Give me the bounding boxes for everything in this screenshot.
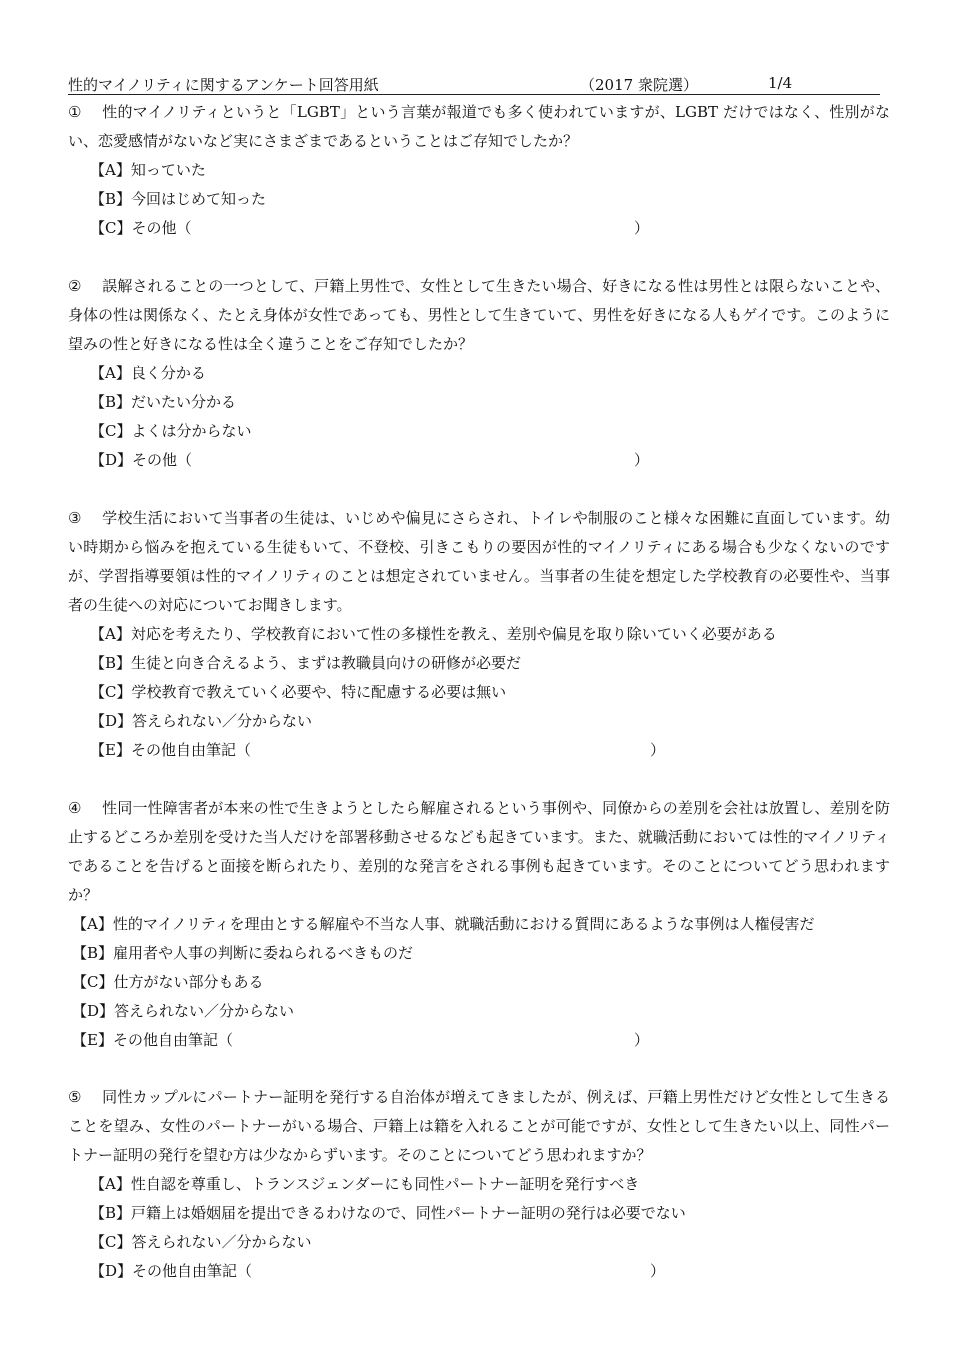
option-b[interactable]: 【B】今回はじめて知った [90,190,267,208]
option-a[interactable]: 【A】性自認を尊重し、トランスジェンダーにも同性パートナー証明を発行すべき [90,1175,640,1193]
question-number: ① [68,103,82,121]
option-b[interactable]: 【B】だいたい分かる [90,393,237,411]
option-c[interactable]: 【C】仕方がない部分もある [72,973,264,991]
option-b[interactable]: 【B】戸籍上は婚姻届を提出できるわけなので、同性パートナー証明の発行は必要でない [90,1204,686,1222]
question-text: ② 誤解されることの一つとして、戸籍上男性で、女性として生きたい場合、好きになる性は男性とは限らないことや、身体の性は関係なく、たとえ身体が女性であっても、男性として生きていて、男性を好きになる人もゲイです。このように望みの性と好きになる性は全く違うことをご存知でしたか？ [68,272,890,359]
option-a[interactable]: 【A】性的マイノリティを理由とする解雇や不当な人事、就職活動における質問にあるような事例は人権侵害だ [72,915,815,933]
option-b[interactable]: 【B】生徒と向き合えるよう、まずは教職員向けの研修が必要だ [90,654,522,672]
option-c[interactable]: 【C】学校教育で教えていく必要や、特に配慮する必要は無い [90,683,507,701]
option-c-other[interactable]: 【C】その他（ ） [90,219,650,237]
option-d[interactable]: 【D】答えられない／分からない [72,1002,295,1020]
question-number: ② [68,277,82,295]
option-d[interactable]: 【D】答えられない／分からない [90,712,313,730]
document-title: 性的マイノリティに関するアンケート回答用紙 [68,76,379,94]
question-number: ④ [68,799,82,817]
question-text: ⑤ 同性カップルにパートナー証明を発行する自治体が増えてきましたが、例えば、戸籍上男性だけど女性として生きることを望み、女性のパートナーがいる場合、戸籍上は籍を入れることが可能ですが、女性として生きたい以上、同性パートナー証明の発行を望む方は少なからずいます。そのことについてどう思われますか？ [68,1083,890,1170]
option-d-free-text[interactable]: 【D】その他自由筆記（ ） [90,1262,666,1280]
question-4 [68,794,890,1055]
option-list [68,620,890,765]
question-text: ① 性的マイノリティというと「LGBT」という言葉が報道でも多く使われていますが、LGBT だけではなく、性別がない、恋愛感情がないなど実にさまざまであるということはご存知でしたか？ [68,98,890,156]
question-5 [68,1083,890,1286]
option-list [68,359,890,475]
option-c[interactable]: 【C】答えられない／分からない [90,1233,312,1251]
option-a[interactable]: 【A】知っていた [90,161,206,179]
option-e-free-text[interactable]: 【E】その他自由筆記（ ） [72,1031,650,1049]
question-3 [68,504,890,765]
question-1 [68,98,890,243]
question-number: ⑤ [68,1088,82,1106]
option-list [68,1170,890,1286]
option-b[interactable]: 【B】雇用者や人事の判断に委ねられるべきものだ [72,944,414,962]
page-header [68,72,880,95]
option-a[interactable]: 【A】対応を考えたり、学校教育において性の多様性を教え、差別や偏見を取り除いていく必要がある [90,625,777,643]
question-2 [68,272,890,475]
option-a[interactable]: 【A】良く分かる [90,364,206,382]
question-number: ③ [68,509,82,527]
question-text: ④ 性同一性障害者が本来の性で生きようとしたら解雇されるという事例や、同僚からの差別を会社は放置し、差別を防止するどころか差別を受けた当人だけを部署移動させるなども起きています。また、就職活動においては性的マイノリティであることを告げると面接を断られたり、差別的な発言をされる事例も起きています。そのことについてどう思われますか？ [68,794,890,910]
option-list [68,156,890,243]
option-e-free-text[interactable]: 【E】その他自由筆記（ ） [90,741,666,759]
election-label: （2017 衆院選） [580,76,698,94]
page-number: 1/4 [768,74,793,92]
option-d-other[interactable]: 【D】その他（ ） [90,451,650,469]
option-list [68,910,890,1055]
question-text: ③ 学校生活において当事者の生徒は、いじめや偏見にさらされ、トイレや制服のこと様々な困難に直面しています。幼い時期から悩みを抱えている生徒もいて、不登校、引きこもりの要因が性的マイノリティにある場合も少なくないのですが、学習指導要領は性的マイノリティのことは想定されていません。当事者の生徒を想定した学校教育の必要性や、当事者の生徒への対応についてお聞きします。 [68,504,890,620]
option-c[interactable]: 【C】よくは分からない [90,422,252,440]
